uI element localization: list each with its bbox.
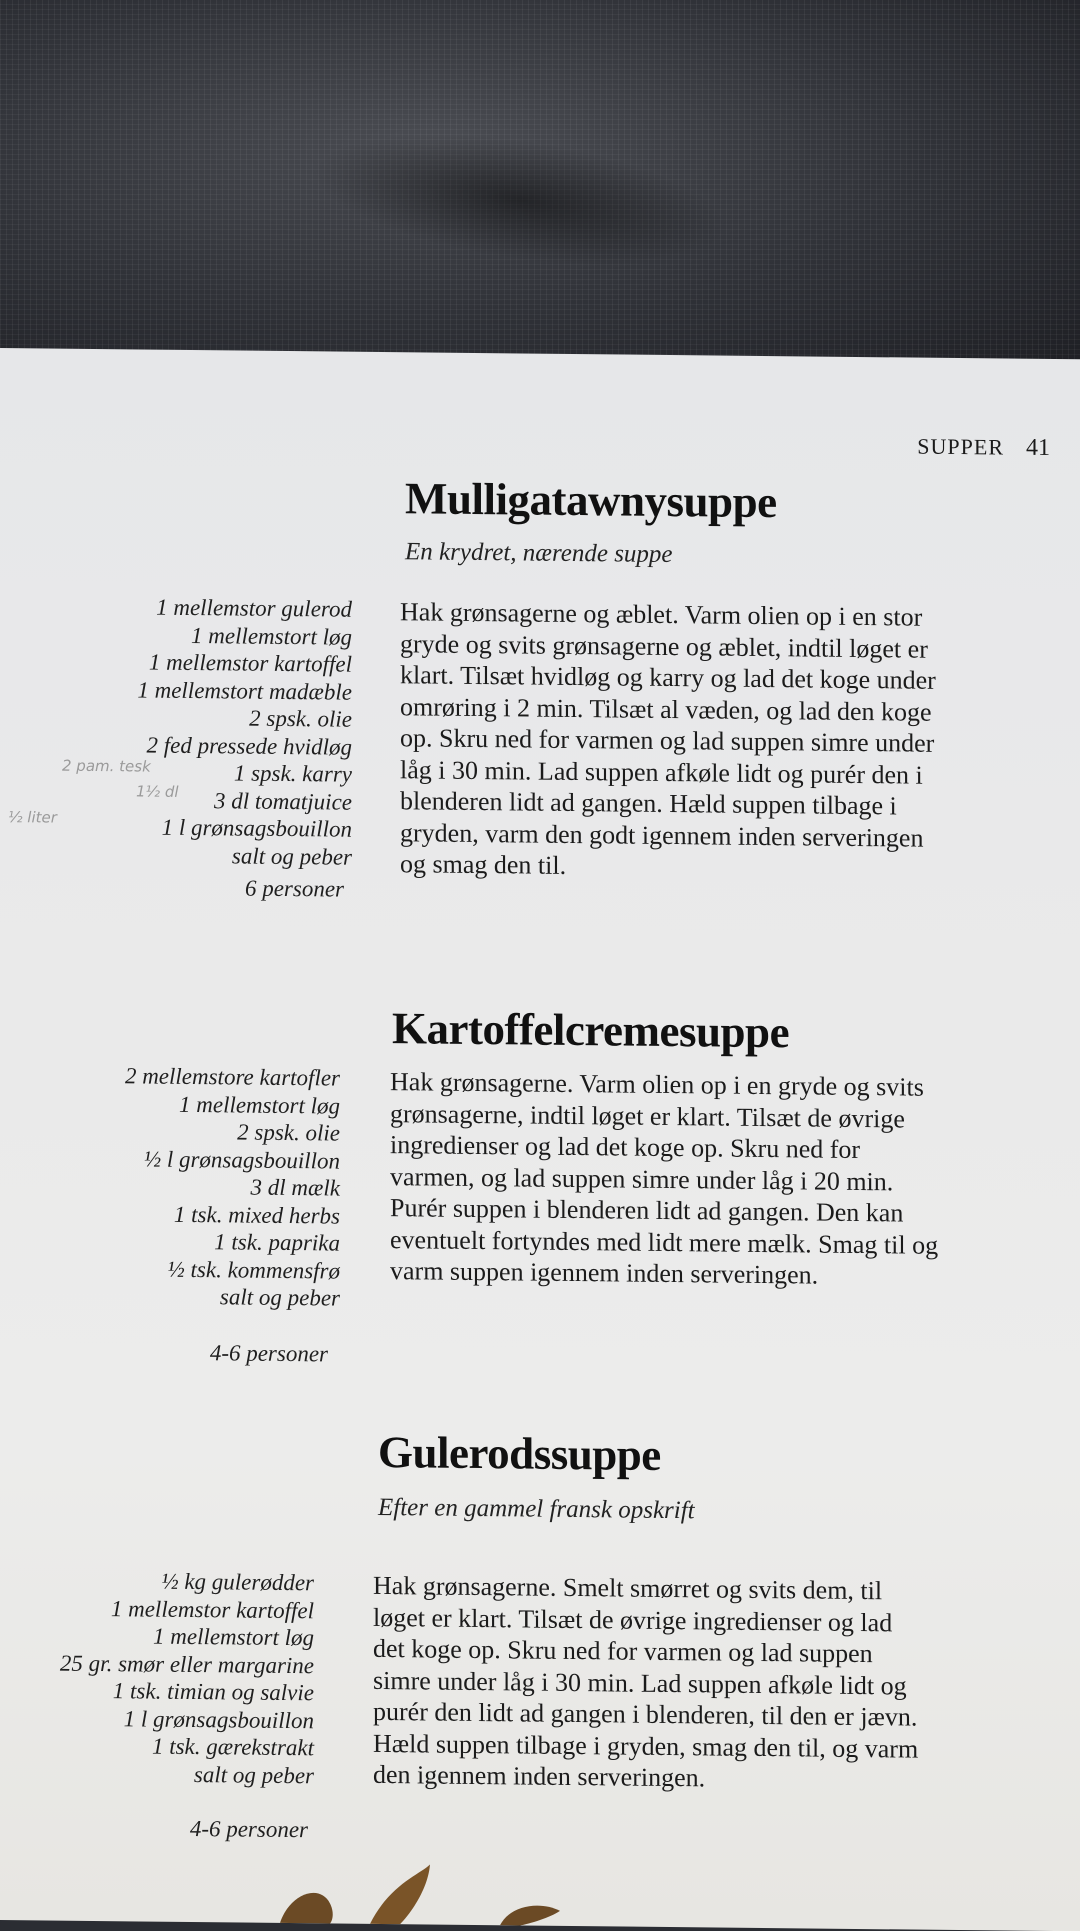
instruction-line: varmen, og lad suppen simre under låg i 20 min. xyxy=(390,1161,894,1196)
recipe-title: Gulerodssuppe xyxy=(378,1426,661,1480)
ingredient: 2 fed pressede hvidløg xyxy=(146,732,352,760)
ingredient: 3 dl mælk xyxy=(250,1174,340,1201)
instruction-line: Hak grønsagerne. Smelt smørret og svits dem, til xyxy=(373,1570,883,1606)
ingredient: 1 mellemstor kartoffel xyxy=(148,649,352,677)
ingredient: 1 tsk. mixed herbs xyxy=(173,1201,340,1229)
page-header xyxy=(917,434,1050,462)
handwritten-note: 2 pam. tesk xyxy=(62,756,151,776)
ingredient: 1 tsk. gærekstrakt xyxy=(151,1733,314,1761)
ingredient-list xyxy=(60,1567,314,1790)
instruction-line: eventuelt fortyndes med lidt mere mælk. Smag til og xyxy=(390,1224,939,1260)
recipe-instructions xyxy=(390,1066,938,1292)
instruction-line: det koge op. Skru ned for varmen og lad suppen xyxy=(373,1633,873,1669)
ingredient: salt og peber xyxy=(231,842,352,870)
recipe-title: Mulligatawnysuppe xyxy=(405,473,777,528)
ingredient: 25 gr. smør eller margarine xyxy=(59,1650,314,1678)
handwritten-note: ½ liter xyxy=(8,808,57,827)
recipe-instructions xyxy=(373,1570,918,1796)
ingredient: 1 mellemstor gulerod xyxy=(156,594,352,622)
ingredient: ½ tsk. kommensfrø xyxy=(167,1256,340,1284)
ingredient: 1 tsk. timian og salvie xyxy=(112,1678,314,1706)
instruction-line: den igennem inden serveringen. xyxy=(373,1759,706,1793)
instruction-line: ingredienser og lad det koge op. Skru ned for xyxy=(390,1130,861,1165)
servings: 4-6 personer xyxy=(189,1815,308,1843)
ingredient: 2 spsk. olie xyxy=(237,1119,340,1146)
handwritten-note: 1½ dl xyxy=(136,782,179,801)
instruction-line: op. Skru ned for varmen og lad suppen simre under xyxy=(400,723,935,758)
recipe-subtitle: En krydret, nærende suppe xyxy=(405,538,673,569)
recipe-title: Kartoffelcremesuppe xyxy=(392,1003,790,1058)
servings: 4-6 personer xyxy=(209,1340,328,1367)
ingredient: 1 l grønsagsbouillon xyxy=(123,1705,314,1733)
ingredient: salt og peber xyxy=(193,1761,314,1788)
ingredient: 1 l grønsagsbouillon xyxy=(161,814,352,842)
instruction-line: Hak grønsagerne. Varm olien op i en gryde og svits xyxy=(390,1067,924,1102)
section-name: SUPPER xyxy=(917,433,1004,460)
instruction-line: låg i 30 min. Lad suppen afkøle lidt og purér den i xyxy=(400,754,923,790)
ingredient: 1 mellemstort løg xyxy=(179,1091,340,1119)
instruction-line: simre under låg i 30 min. Lad suppen afkøle lidt og xyxy=(373,1665,907,1700)
instruction-line: gryde og svits grønsagerne og æblet, indtil løget er xyxy=(400,628,928,664)
ingredient: 1 tsk. paprika xyxy=(214,1229,340,1256)
ingredient: ½ l grønsagsbouillon xyxy=(143,1146,340,1174)
servings: 6 personer xyxy=(244,875,344,902)
instruction-line: klart. Tilsæt hvidløg og karry og lad det koge under xyxy=(400,660,936,695)
ingredient-list xyxy=(137,593,352,870)
instruction-line: varm suppen igennem inden serveringen. xyxy=(390,1256,819,1290)
ingredient: 1 mellemstort løg xyxy=(153,1623,314,1651)
recipe-instructions xyxy=(400,596,936,885)
instruction-line: løget er klart. Tilsæt de øvrige ingredienser og lad xyxy=(373,1602,893,1637)
instruction-line: purér den lidt ad gangen i blenderen, til den er jævn. xyxy=(373,1696,918,1732)
ingredient: 1 mellemstort løg xyxy=(191,622,352,650)
ingredient: salt og peber xyxy=(219,1284,340,1311)
ingredient: 1 mellemstort madæble xyxy=(137,676,352,705)
instruction-line: Hak grønsagerne og æblet. Varm olien op i en stor xyxy=(400,597,923,632)
illustration-fragment xyxy=(260,1853,660,1927)
instruction-line: og smag den til. xyxy=(400,849,567,880)
ingredient: 1 spsk. karry xyxy=(233,760,352,787)
recipe-subtitle: Efter en gammel fransk opskrift xyxy=(378,1493,695,1525)
page-number: 41 xyxy=(1026,434,1050,461)
instruction-line: omrøring i 2 min. Tilsæt al væden, og lad den koge xyxy=(400,691,932,727)
ingredient: 3 dl tomatjuice xyxy=(214,787,352,815)
instruction-line: Purér suppen i blenderen lidt ad gangen. Den kan xyxy=(390,1193,904,1228)
instruction-line: blenderen lidt ad gangen. Hæld suppen tilbage i xyxy=(400,786,897,821)
instruction-line: Hæld suppen tilbage i gryden, smag den til, og varm xyxy=(373,1728,919,1764)
ingredient: 1 mellemstor kartoffel xyxy=(110,1595,314,1623)
cookbook-page xyxy=(0,348,1080,1931)
ingredient: ½ kg gulerødder xyxy=(161,1568,314,1596)
ingredient: 2 mellemstore kartofler xyxy=(124,1063,340,1091)
instruction-line: gryden, varm den godt igennem inden serveringen xyxy=(400,817,924,853)
ingredient: 2 spsk. olie xyxy=(249,705,352,732)
ingredient-list xyxy=(125,1062,340,1312)
instruction-line: grønsagerne, indtil løget er klart. Tilsæt de øvrige xyxy=(390,1098,905,1133)
